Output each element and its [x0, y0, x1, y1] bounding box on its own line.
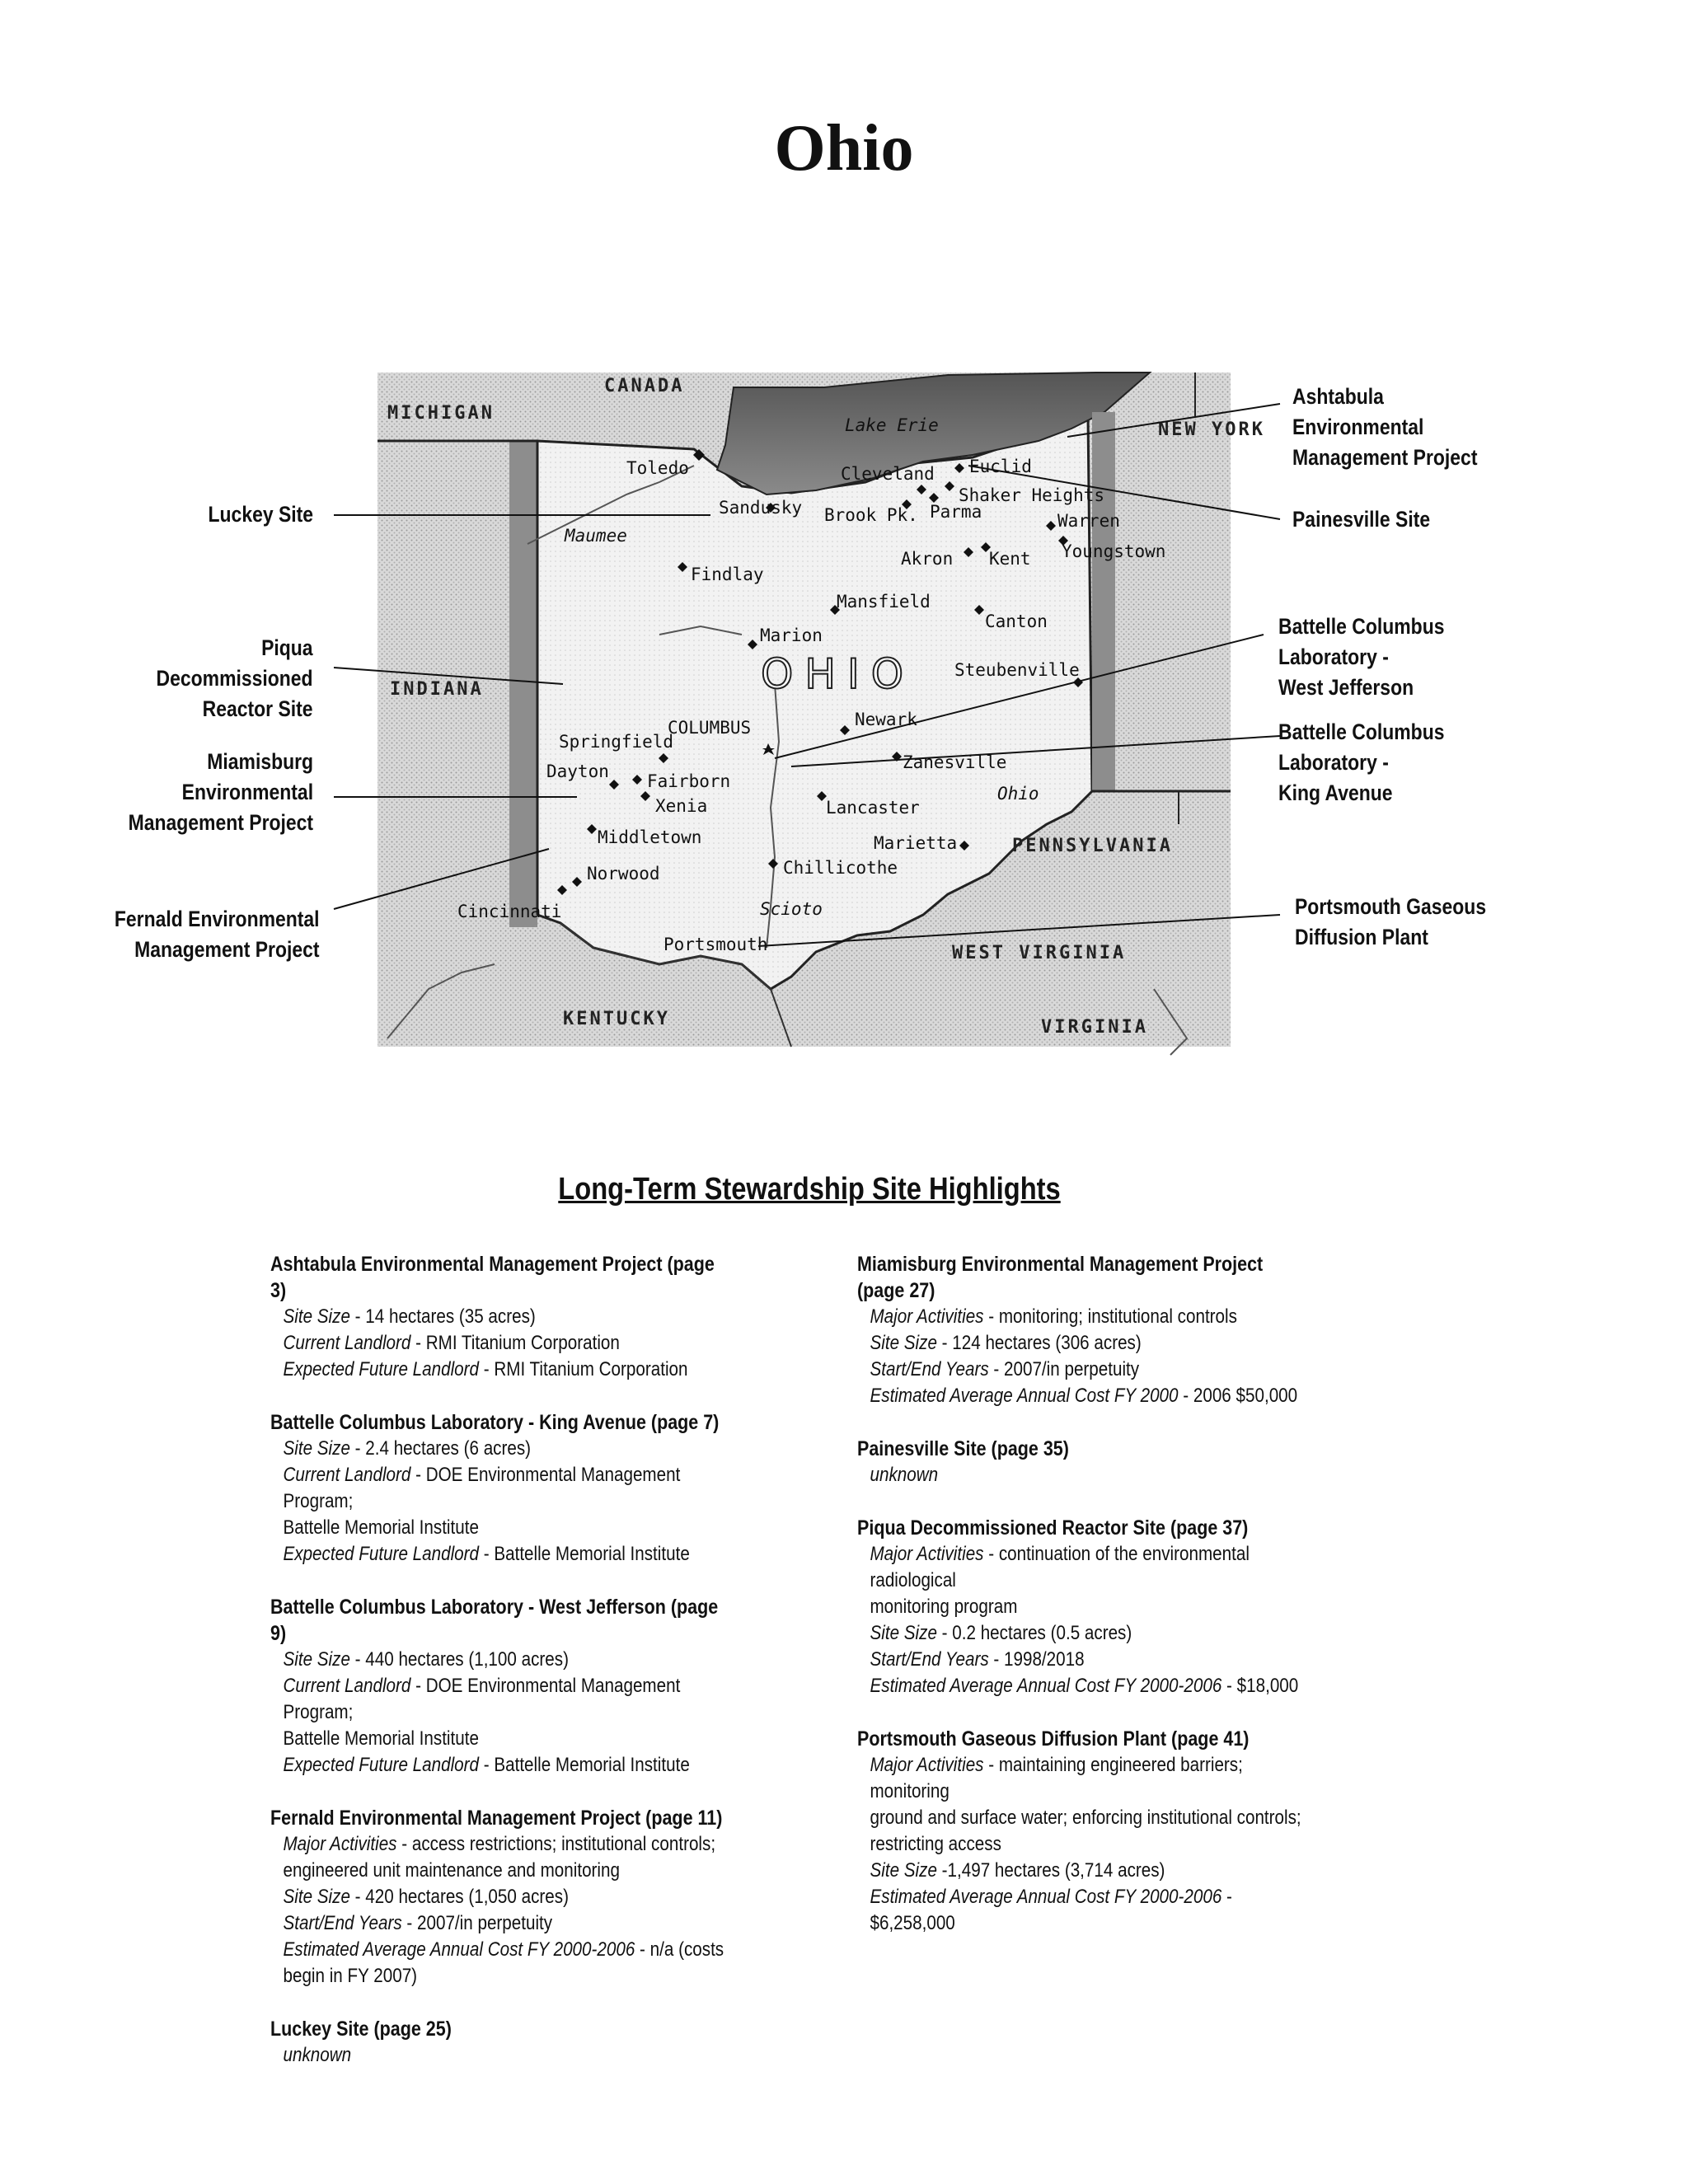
- site-detail-value: Battelle Memorial Institute: [283, 1727, 479, 1750]
- site-detail-label: Expected Future Landlord: [283, 1543, 480, 1565]
- site-detail-line: [857, 1541, 1311, 1594]
- callout-battelle-king-avenue: Battelle Columbus Laboratory - King Avenue: [1278, 719, 1445, 805]
- site-name: Fernald Environmental Management Project (page 11): [270, 1807, 723, 1830]
- neighbor-label-canada: CANADA: [604, 376, 685, 396]
- state-label: OHIO: [761, 650, 916, 698]
- site-detail-value: - 14 hectares (35 acres): [349, 1305, 536, 1328]
- city-label-mansfield: Mansfield: [837, 592, 931, 612]
- site-detail-line: [857, 1752, 1311, 1805]
- site-detail-label: Start/End Years: [283, 1912, 402, 1934]
- site-detail-value: - 2006 $50,000: [1178, 1385, 1298, 1407]
- site-detail-line: [857, 1858, 1311, 1884]
- site-detail-label: Estimated Average Annual Cost FY 2000: [870, 1385, 1179, 1407]
- city-label-lancaster: Lancaster: [826, 798, 920, 818]
- site-detail-line: [270, 1963, 724, 1990]
- city-label-sandusky: Sandusky: [719, 498, 803, 518]
- city-label-warren: Warren: [1057, 511, 1120, 531]
- page-title: Ohio: [774, 112, 914, 185]
- callout-ashtabula-project: Ashtabula Environmental Management Project: [1292, 384, 1478, 470]
- site-detail-label: Site Size: [283, 1437, 350, 1460]
- neighbor-label-new-york: NEW YORK: [1158, 419, 1265, 440]
- site-detail-value: - maintaining engineered barriers; monitoring: [870, 1754, 1243, 1802]
- city-label-columbus: COLUMBUS: [668, 718, 752, 738]
- site-detail-label: Site Size: [283, 1305, 350, 1328]
- site-name: Battelle Columbus Laboratory - King Avenue (page 7): [270, 1411, 720, 1434]
- maumee-label: Maumee: [565, 526, 627, 546]
- site-detail-label: Site Size: [870, 1859, 937, 1882]
- site-detail-line: [270, 1831, 724, 1858]
- city-label-brook-pk: Brook Pk.: [824, 505, 918, 525]
- callout-painesville-site: Painesville Site: [1292, 507, 1431, 532]
- site-detail-value: - DOE Environmental Management Program;: [283, 1464, 681, 1512]
- city-label-middletown: Middletown: [598, 827, 702, 847]
- site-name: Portsmouth Gaseous Diffusion Plant (page 41): [857, 1727, 1250, 1750]
- city-label-findlay: Findlay: [691, 565, 764, 584]
- site-detail-value: - 2007/in perpetuity: [988, 1358, 1140, 1380]
- site-detail-label: Site Size: [283, 1886, 350, 1908]
- callout-portsmouth-plant: Portsmouth Gaseous Diffusion Plant: [1295, 894, 1487, 949]
- site-detail-label: unknown: [283, 2044, 352, 2066]
- highlights-right-column: [857, 1251, 1311, 1963]
- callout-miamisburg-project: Miamisburg Environmental Management Project: [128, 749, 313, 835]
- site-detail-line: [857, 1620, 1311, 1647]
- city-label-norwood: Norwood: [587, 864, 660, 883]
- site-detail-line: [270, 1304, 724, 1330]
- site-entry: [270, 1251, 724, 1383]
- site-detail-label: Current Landlord: [283, 1464, 411, 1486]
- site-detail-line: [857, 1330, 1311, 1357]
- site-detail-line: [270, 1858, 724, 1884]
- site-name: Luckey Site (page 25): [270, 2018, 452, 2041]
- site-detail-value: - 2007/in perpetuity: [401, 1912, 553, 1934]
- site-detail-label: Start/End Years: [870, 1358, 989, 1380]
- callout-luckey-site: Luckey Site: [208, 502, 313, 527]
- site-detail-value: ground and surface water; enforcing institutional controls;: [870, 1807, 1301, 1829]
- city-label-xenia: Xenia: [655, 796, 708, 816]
- site-detail-label: Major Activities: [283, 1833, 397, 1855]
- site-detail-label: Current Landlord: [283, 1332, 411, 1354]
- site-detail-value: - RMI Titanium Corporation: [410, 1332, 620, 1354]
- scioto-label: Scioto: [760, 899, 823, 919]
- city-label-shaker-heights: Shaker Heights: [959, 485, 1105, 505]
- site-detail-line: [270, 1462, 724, 1515]
- site-detail-value: engineered unit maintenance and monitoring: [283, 1859, 620, 1882]
- city-label-toledo: Toledo: [626, 458, 689, 478]
- indiana-border-shade: [509, 441, 537, 927]
- neighbor-label-indiana: INDIANA: [390, 679, 484, 700]
- callout-fernald-project: Fernald Environmental Management Project: [115, 907, 320, 962]
- site-detail-value: - access restrictions; institutional controls;: [396, 1833, 716, 1855]
- site-detail-value: Battelle Memorial Institute: [283, 1516, 479, 1539]
- pennsylvania-border-shade: [1092, 412, 1115, 791]
- site-detail-label: Major Activities: [870, 1543, 984, 1565]
- city-label-canton: Canton: [985, 612, 1048, 631]
- site-detail-label: Current Landlord: [283, 1675, 411, 1697]
- city-label-marion: Marion: [760, 626, 823, 645]
- highlights-heading: Long-Term Stewardship Site Highlights: [558, 1172, 1061, 1207]
- ohio-river-label: Ohio: [997, 784, 1039, 804]
- site-entry: [270, 1594, 724, 1779]
- site-detail-label: unknown: [870, 1464, 939, 1486]
- neighbor-label-michigan: MICHIGAN: [387, 403, 495, 424]
- site-detail-line: [270, 1937, 724, 1963]
- site-detail-line: [857, 1594, 1311, 1620]
- site-detail-value: -1,497 hectares (3,714 acres): [936, 1859, 1165, 1882]
- site-detail-line: [857, 1831, 1311, 1858]
- site-detail-value: - 2.4 hectares (6 acres): [349, 1437, 532, 1460]
- neighbor-label-west-virginia: WEST VIRGINIA: [952, 943, 1127, 963]
- city-label-parma: Parma: [930, 502, 982, 522]
- site-detail-line: [270, 1910, 724, 1937]
- site-detail-label: Expected Future Landlord: [283, 1754, 480, 1776]
- city-label-cleveland: Cleveland: [841, 464, 935, 484]
- city-label-kent: Kent: [989, 549, 1031, 569]
- site-entry: [857, 1436, 1311, 1488]
- city-label-zanesville: Zanesville: [903, 752, 1007, 772]
- city-label-dayton: Dayton: [546, 762, 609, 781]
- site-detail-line: [857, 1884, 1311, 1937]
- site-detail-label: Site Size: [870, 1332, 937, 1354]
- city-label-steubenville: Steubenville: [954, 660, 1080, 680]
- city-label-portsmouth: Portsmouth: [663, 935, 768, 954]
- site-detail-value: - 124 hectares (306 acres): [936, 1332, 1142, 1354]
- site-entry: [270, 1805, 724, 1990]
- site-detail-line: [270, 1752, 724, 1779]
- site-name: Battelle Columbus Laboratory - West Jefferson (page 9): [270, 1596, 719, 1645]
- site-detail-label: Site Size: [870, 1622, 937, 1644]
- site-detail-value: monitoring program: [870, 1596, 1018, 1618]
- site-detail-value: - 420 hectares (1,050 acres): [349, 1886, 569, 1908]
- city-label-euclid: Euclid: [969, 457, 1032, 476]
- site-detail-line: [857, 1462, 1311, 1488]
- site-name: Miamisburg Environmental Management Project (page 27): [857, 1253, 1264, 1302]
- site-detail-line: [270, 1673, 724, 1726]
- site-detail-line: [270, 1726, 724, 1752]
- site-detail-value: - $18,000: [1221, 1675, 1299, 1697]
- site-detail-line: [270, 1436, 724, 1462]
- site-detail-line: [857, 1647, 1311, 1673]
- site-detail-value: - 1998/2018: [988, 1648, 1085, 1671]
- site-detail-label: Estimated Average Annual Cost FY 2000-2006: [283, 1938, 635, 1961]
- site-detail-value: restricting access: [870, 1833, 1001, 1855]
- neighbor-label-virginia: VIRGINIA: [1041, 1017, 1148, 1038]
- site-detail-label: Estimated Average Annual Cost FY 2000-2006: [870, 1675, 1222, 1697]
- city-label-youngstown: Youngstown: [1062, 541, 1166, 561]
- site-detail-line: [270, 1884, 724, 1910]
- site-detail-label: Major Activities: [870, 1305, 984, 1328]
- site-detail-line: [857, 1805, 1311, 1831]
- site-entry: [270, 2016, 724, 2069]
- site-entry: [857, 1726, 1311, 1937]
- city-label-cincinnati: Cincinnati: [457, 902, 562, 921]
- site-detail-label: Estimated Average Annual Cost FY 2000-2006: [870, 1886, 1222, 1908]
- site-detail-value: - 440 hectares (1,100 acres): [349, 1648, 569, 1671]
- site-detail-line: [857, 1357, 1311, 1383]
- lake-erie-label: Lake Erie: [845, 415, 939, 435]
- site-detail-value: - monitoring; institutional controls: [983, 1305, 1237, 1328]
- site-detail-value: begin in FY 2007): [283, 1965, 418, 1987]
- site-name: Ashtabula Environmental Management Project (page 3): [270, 1253, 715, 1302]
- site-entry: [857, 1515, 1311, 1699]
- site-name: Piqua Decommissioned Reactor Site (page 37): [857, 1516, 1249, 1540]
- city-label-springfield: Springfield: [559, 732, 674, 752]
- site-detail-label: Expected Future Landlord: [283, 1358, 480, 1380]
- site-entry: [857, 1251, 1311, 1409]
- site-detail-value: - continuation of the environmental radiological: [870, 1543, 1250, 1591]
- site-detail-value: - 0.2 hectares (0.5 acres): [936, 1622, 1132, 1644]
- city-label-marietta: Marietta: [874, 833, 958, 853]
- site-detail-value: - Battelle Memorial Institute: [479, 1754, 690, 1776]
- neighbor-label-kentucky: KENTUCKY: [563, 1009, 670, 1029]
- site-detail-value: - $6,258,000: [870, 1886, 1232, 1934]
- city-label-akron: Akron: [901, 549, 954, 569]
- site-detail-value: - n/a (costs: [635, 1938, 724, 1961]
- callout-battelle-west-jefferson: Battelle Columbus Laboratory - West Jefferson: [1278, 614, 1445, 700]
- site-entry: [270, 1409, 724, 1568]
- city-label-newark: Newark: [855, 710, 917, 729]
- city-label-fairborn: Fairborn: [647, 771, 731, 791]
- site-detail-line: [857, 1383, 1311, 1409]
- site-detail-line: [270, 1647, 724, 1673]
- site-detail-value: - DOE Environmental Management Program;: [283, 1675, 681, 1723]
- neighbor-label-pennsylvania: PENNSYLVANIA: [1012, 836, 1173, 856]
- site-detail-line: [857, 1304, 1311, 1330]
- site-detail-label: Major Activities: [870, 1754, 984, 1776]
- site-detail-line: [270, 1330, 724, 1357]
- highlights-left-column: [270, 1251, 724, 2095]
- site-detail-line: [857, 1673, 1311, 1699]
- site-detail-value: - Battelle Memorial Institute: [479, 1543, 690, 1565]
- site-detail-line: [270, 1515, 724, 1541]
- city-label-chillicothe: Chillicothe: [783, 858, 898, 878]
- callout-piqua-reactor-site: Piqua Decommissioned Reactor Site: [156, 635, 313, 721]
- site-detail-label: Start/End Years: [870, 1648, 989, 1671]
- site-detail-line: [270, 1541, 724, 1568]
- site-name: Painesville Site (page 35): [857, 1437, 1069, 1460]
- site-detail-line: [270, 2042, 724, 2069]
- site-detail-value: - RMI Titanium Corporation: [479, 1358, 688, 1380]
- site-detail-line: [270, 1357, 724, 1383]
- site-detail-label: Site Size: [283, 1648, 350, 1671]
